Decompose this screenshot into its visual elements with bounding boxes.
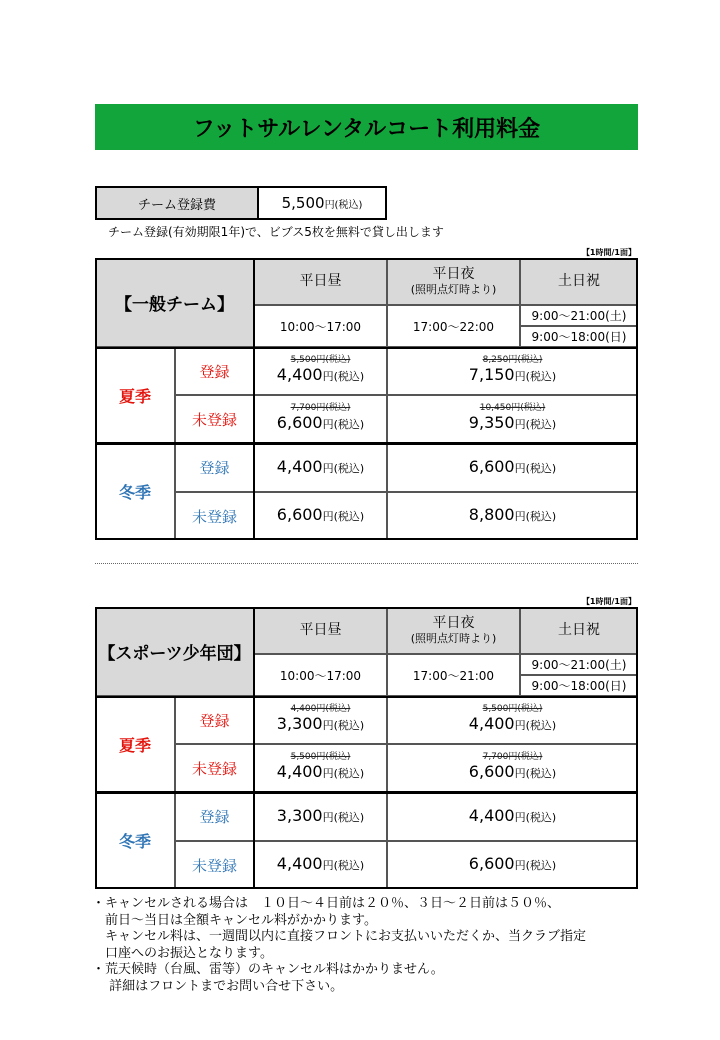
- note-line: 前日～当日は全額キャンセル料がかかります。: [92, 912, 377, 928]
- old-price: 10,450円(税込): [479, 403, 546, 413]
- row-winter-unregistered: [175, 492, 254, 540]
- price-winter-unreg-day: [254, 841, 387, 889]
- header-holiday-text: 土日祝: [558, 622, 600, 638]
- price-winter-unreg-night: [387, 492, 638, 540]
- header-holiday: [520, 607, 638, 654]
- price-summer-unreg-day: [254, 744, 387, 792]
- price-amount: 4,400: [468, 805, 515, 825]
- notes: [92, 896, 586, 995]
- time-night: [387, 654, 520, 696]
- price-summer-unreg-night: [387, 395, 638, 443]
- time-sun: [520, 675, 638, 696]
- season-summer: [95, 696, 175, 792]
- time-sun: [520, 326, 638, 347]
- table-label-text: 【スポーツ少年団】: [98, 644, 251, 664]
- price-tax: 円(税込): [322, 418, 365, 431]
- price-tax: 円(税込): [322, 461, 365, 475]
- fee-table-general: [95, 258, 638, 540]
- time-day-text: 10:00～17:00: [279, 668, 362, 683]
- price-value: [277, 762, 364, 784]
- note-line: ・荒天候時（台風、雷等）のキャンセル料はかかりません。: [92, 962, 444, 977]
- old-price: 5,500円(税込): [290, 355, 351, 365]
- header-weekday-night-sub: (照明点灯時より): [410, 282, 497, 296]
- price-winter-reg-day: [254, 792, 387, 841]
- price-amount: 4,400: [276, 456, 323, 476]
- time-sun-text: 9:00～18:00(日): [531, 679, 627, 693]
- old-price: 8,250円(税込): [482, 355, 543, 365]
- table-label: [95, 607, 254, 696]
- row-summer-registered-text: 登録: [199, 711, 230, 730]
- price-summer-reg-night: [387, 696, 638, 744]
- row-winter-unregistered: [175, 841, 254, 889]
- price-summer-reg-day: [254, 347, 387, 395]
- price-value: [469, 714, 556, 736]
- header-weekday-day: [254, 607, 387, 654]
- time-sat: [520, 305, 638, 326]
- price-tax: 円(税込): [514, 810, 557, 824]
- time-day-text: 10:00～17:00: [279, 319, 362, 334]
- row-winter-registered-text: 登録: [199, 808, 230, 826]
- season-summer-text: 夏季: [118, 386, 151, 406]
- registration-fee-value: [259, 188, 385, 218]
- header-weekday-day: [254, 258, 387, 305]
- price-value: [469, 505, 556, 527]
- price-value: [469, 365, 556, 387]
- unit-note-1: 【1時間/1面】: [581, 248, 636, 257]
- price-tax: 円(税込): [322, 719, 365, 732]
- price-tax: 円(税込): [514, 461, 557, 475]
- price-tax: 円(税込): [514, 767, 557, 780]
- price-winter-unreg-night: [387, 841, 638, 889]
- row-winter-unregistered-text: 未登録: [191, 507, 237, 526]
- note-line: キャンセル料は、一週間以内に直接フロントにお支払いいただくか、当クラブ指定: [92, 929, 587, 944]
- price-amount: 4,400: [276, 365, 323, 384]
- row-winter-registered-text: 登録: [199, 459, 230, 477]
- note-line: 詳細はフロントまでお問い合せ下さい。: [92, 978, 344, 994]
- time-day: [254, 305, 387, 347]
- price-tax: 円(税込): [514, 859, 557, 872]
- price-amount: 6,600: [276, 413, 323, 432]
- price-value: [277, 505, 364, 527]
- price-tax: 円(税込): [514, 719, 557, 732]
- table-label: [95, 258, 254, 347]
- season-winter: [95, 792, 175, 889]
- header-weekday-day-text: 平日昼: [299, 273, 342, 289]
- price-amount: 6,600: [276, 505, 323, 524]
- table-label-text: 【一般チーム】: [115, 295, 234, 315]
- price-amount: 8,800: [468, 505, 515, 524]
- section-divider: [95, 563, 638, 564]
- price-winter-reg-day: [254, 443, 387, 492]
- header-weekday-night-text: 平日夜: [432, 614, 475, 631]
- time-day: [254, 654, 387, 696]
- row-winter-registered: [175, 443, 254, 492]
- time-sun-text: 9:00～18:00(日): [531, 330, 627, 344]
- header-holiday: [520, 258, 638, 305]
- price-tax: 円(税込): [322, 370, 365, 383]
- price-value: [277, 714, 364, 736]
- price-summer-unreg-night: [387, 744, 638, 792]
- header-weekday-day-text: 平日昼: [299, 622, 342, 638]
- registration-fee-label: チーム登録費: [97, 188, 259, 218]
- price-amount: 9,350: [468, 413, 515, 432]
- price-amount: 3,300: [276, 805, 323, 825]
- price-value: [277, 854, 364, 876]
- row-summer-unregistered: [175, 744, 254, 792]
- price-summer-unreg-day: [254, 395, 387, 443]
- row-summer-unregistered-text: 未登録: [191, 759, 237, 778]
- registration-fee-tax: 円(税込): [324, 199, 363, 211]
- price-amount: 4,400: [276, 762, 323, 781]
- price-winter-reg-night: [387, 443, 638, 492]
- price-tax: 円(税込): [514, 510, 557, 523]
- note-line: 口座へのお振込となります。: [92, 945, 273, 961]
- price-tax: 円(税込): [514, 370, 557, 383]
- page-title: フットサルレンタルコート利用料金: [95, 104, 638, 150]
- header-weekday-night-text: 平日夜: [432, 265, 475, 282]
- time-night-text: 17:00～21:00: [412, 668, 495, 683]
- header-holiday-text: 土日祝: [558, 273, 600, 289]
- price-winter-unreg-day: [254, 492, 387, 540]
- price-amount: 4,400: [276, 854, 323, 873]
- price-summer-reg-day: [254, 696, 387, 744]
- time-night: [387, 305, 520, 347]
- price-value: [469, 413, 556, 435]
- season-summer: [95, 347, 175, 443]
- price-value: [469, 457, 556, 479]
- registration-note: チーム登録(有効期限1年)で、ビブス5枚を無料で貸し出します: [108, 225, 444, 239]
- price-amount: 6,600: [468, 762, 515, 781]
- price-amount: 7,150: [468, 365, 515, 384]
- time-sat-text: 9:00～21:00(土): [531, 309, 627, 323]
- season-summer-text: 夏季: [118, 735, 151, 755]
- old-price: 5,500円(税込): [290, 752, 351, 762]
- price-value: [469, 762, 556, 784]
- header-weekday-night-sub: (照明点灯時より): [410, 631, 497, 645]
- price-value: [277, 806, 364, 828]
- price-amount: 3,300: [276, 714, 323, 733]
- price-amount: 6,600: [468, 854, 515, 873]
- price-amount: 6,600: [468, 456, 515, 476]
- season-winter-text: 冬季: [118, 832, 151, 851]
- row-winter-unregistered-text: 未登録: [191, 856, 237, 875]
- note-line: ・キャンセルされる場合は １０日～４日前は２０％、３日～２日前は５０％、: [92, 896, 561, 911]
- price-winter-reg-night: [387, 792, 638, 841]
- price-value: [469, 854, 556, 876]
- price-tax: 円(税込): [322, 859, 365, 872]
- price-value: [277, 457, 364, 479]
- row-summer-registered: [175, 347, 254, 395]
- header-weekday-night: [387, 258, 520, 305]
- old-price: 4,400円(税込): [290, 704, 351, 714]
- old-price: 5,500円(税込): [482, 704, 543, 714]
- registration-fee-price: 5,500: [281, 194, 325, 212]
- row-summer-unregistered: [175, 395, 254, 443]
- unit-note-2: 【1時間/1面】: [581, 597, 636, 606]
- price-value: [469, 806, 556, 828]
- row-winter-registered: [175, 792, 254, 841]
- price-tax: 円(税込): [322, 810, 365, 824]
- registration-fee-box: [95, 186, 387, 220]
- old-price: 7,700円(税込): [290, 403, 351, 413]
- header-weekday-night: [387, 607, 520, 654]
- row-summer-registered-text: 登録: [199, 362, 230, 381]
- time-sat-text: 9:00～21:00(土): [531, 658, 627, 672]
- price-tax: 円(税込): [322, 767, 365, 780]
- row-summer-registered: [175, 696, 254, 744]
- price-tax: 円(税込): [322, 510, 365, 523]
- price-summer-reg-night: [387, 347, 638, 395]
- season-winter: [95, 443, 175, 540]
- price-value: [277, 365, 364, 387]
- price-tax: 円(税込): [514, 418, 557, 431]
- row-summer-unregistered-text: 未登録: [191, 410, 237, 429]
- fee-table-youth: [95, 607, 638, 889]
- time-night-text: 17:00～22:00: [412, 319, 495, 334]
- old-price: 7,700円(税込): [482, 752, 543, 762]
- time-sat: [520, 654, 638, 675]
- price-value: [277, 413, 364, 435]
- price-amount: 4,400: [468, 714, 515, 733]
- season-winter-text: 冬季: [118, 483, 151, 502]
